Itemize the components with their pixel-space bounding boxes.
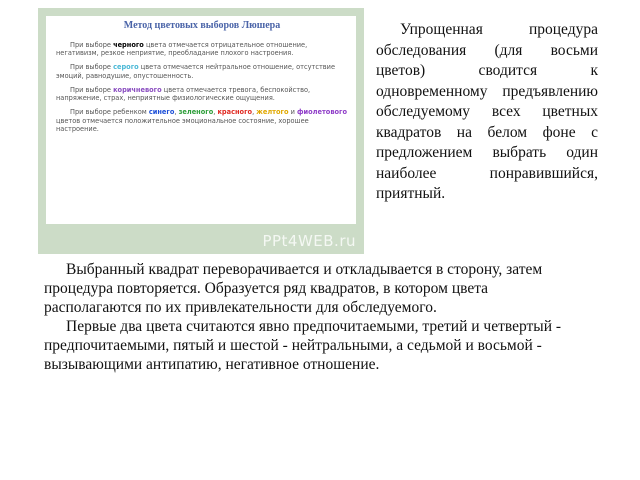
paragraph-1: Выбранный квадрат переворачивается и откладывается в сторону, затем процедура повторяется. Образуется ряд квадратов, в котором цвета располагаются по их привлекательности для обследуемого.	[44, 261, 543, 316]
text: ,	[174, 107, 179, 116]
text: ,	[213, 107, 218, 116]
green-keyword: зеленого	[178, 107, 214, 116]
text: цвета отмечается тревога, беспокойство, напряжение, страх, неприятные физиологические ощущения.	[56, 85, 311, 103]
text: и	[288, 107, 297, 116]
brown-color-paragraph	[56, 86, 348, 103]
luscher-method-image	[38, 8, 364, 254]
blue-keyword: синего	[148, 107, 175, 116]
paragraph-2: Первые два цвета считаются явно предпочитаемыми, третий и четвертый - предпочитаемыми, пятый и шестой - нейтральными, а седьмой и восьмой - вызывающими антипатию, негативное отношение.	[44, 318, 562, 373]
text: При выборе	[70, 63, 114, 72]
text: цвета отмечается отрицательное отношение, негативизм, резкое неприятие, преобладание плохого настроения.	[56, 40, 308, 58]
yellow-keyword: желтого	[256, 107, 289, 116]
black-color-paragraph	[56, 41, 348, 58]
gray-color-paragraph	[56, 63, 348, 80]
watermark: PPt4WEB.ru	[262, 232, 356, 250]
body-text	[44, 260, 564, 374]
violet-keyword: фиолетового	[296, 107, 347, 116]
brown-keyword: коричневого	[113, 85, 162, 94]
text: При выборе	[70, 40, 114, 49]
text: При выборе ребенком	[70, 107, 149, 116]
red-keyword: красного	[217, 107, 253, 116]
black-keyword: черного	[113, 40, 144, 49]
gray-keyword: серого	[113, 63, 139, 72]
text: При выборе	[70, 85, 114, 94]
positive-colors-paragraph	[56, 108, 348, 134]
text: ,	[252, 107, 257, 116]
procedure-description: Упрощенная процедура обследования (для восьми цветов) сводится к одновременному предъявлению обследуемому всех цветных квадратов на белом фоне с предложением выбрать один наиболее понравившийся, приятный.	[376, 21, 598, 202]
text: цвета отмечается нейтральное отношение, отсутствие эмоций, равнодушие, опустошенность.	[56, 63, 336, 80]
text: цветов отмечается положительное эмоциональное состояние, хорошее настроение.	[56, 116, 309, 134]
image-title: Метод цветовых выборов Люшера	[123, 20, 281, 31]
image-text-panel	[46, 16, 356, 224]
